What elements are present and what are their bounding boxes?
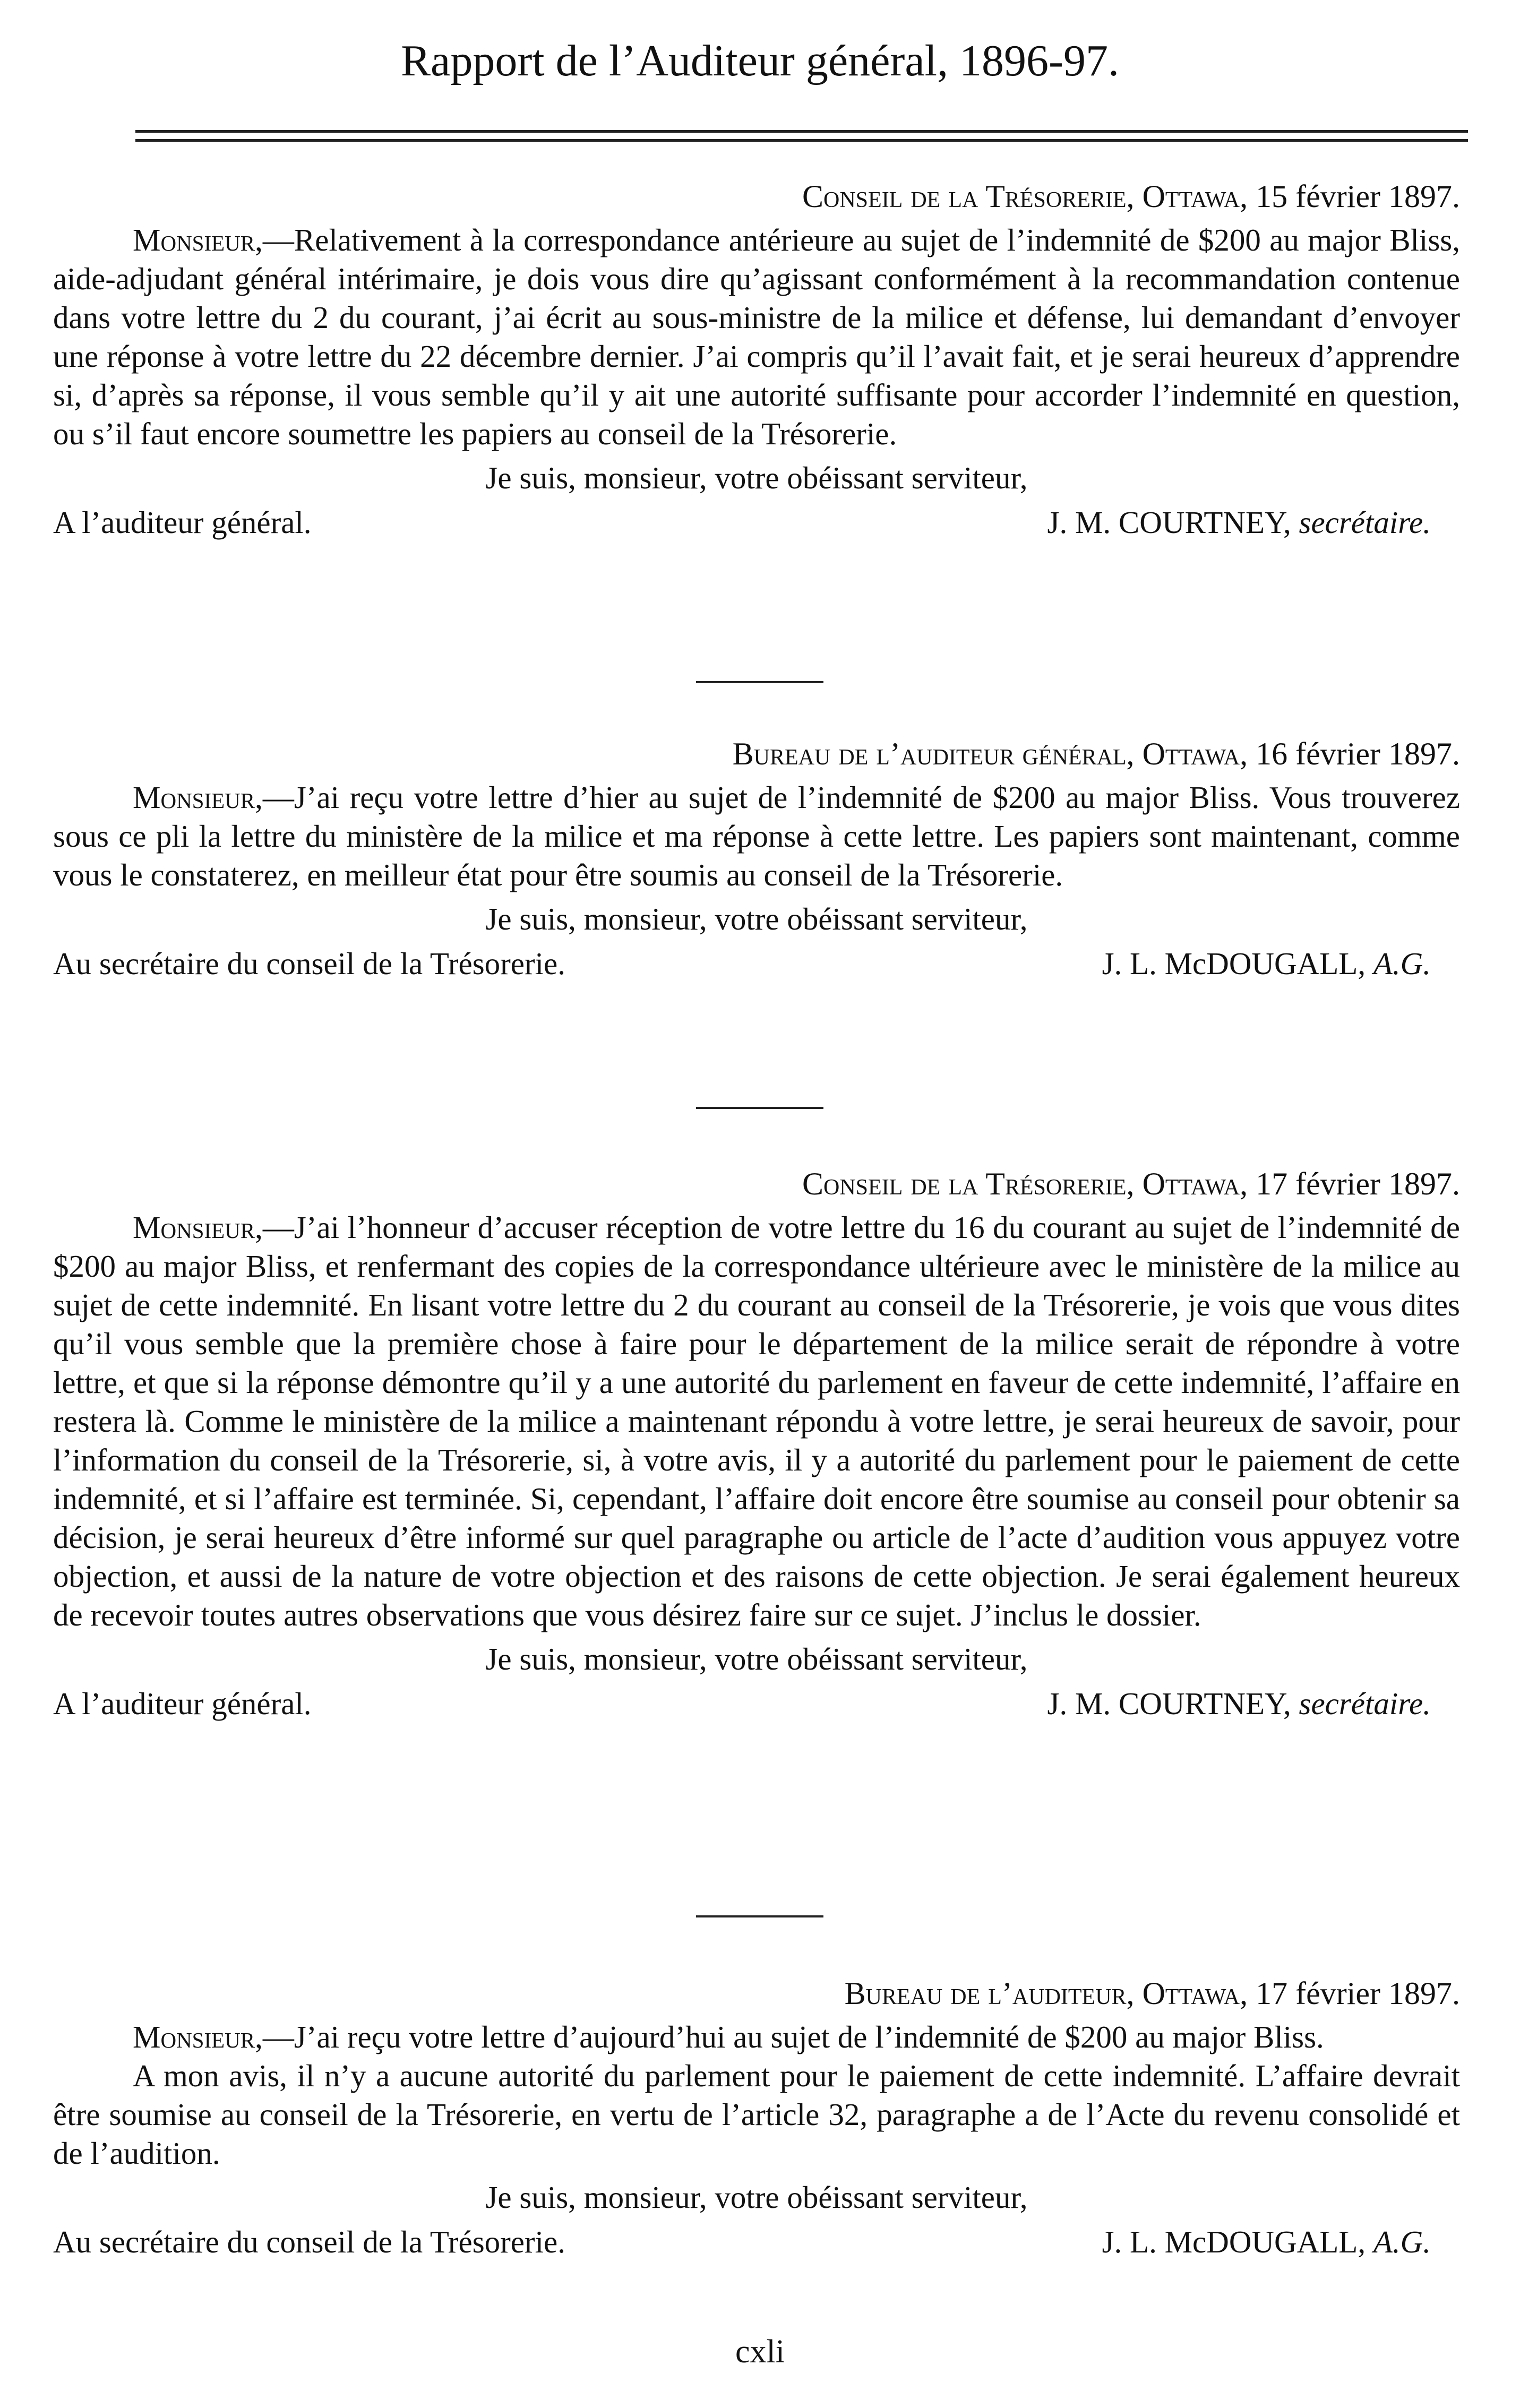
dateline-office: Conseil de la Trésorerie, xyxy=(802,1166,1135,1201)
letter-4-closing: Je suis, monsieur, votre obéissant serviteur, xyxy=(485,2180,1028,2215)
signature-title: secrétaire. xyxy=(1299,505,1431,540)
letter-3-paragraph-1 xyxy=(53,1208,1460,1635)
dateline-office: Bureau de l’auditeur général, xyxy=(732,736,1135,771)
dateline-date: 15 février 1897. xyxy=(1256,179,1460,214)
letter-4-paragraph-2: A mon avis, il n’y a aucune autorité du parlement pour le paiement de cette indemnité. L’affaire devrait être soumise au conseil de la Trésorerie, en vertu de l’article 32, paragraphe a de l’Acte du revenu consolidé et de l’audition. xyxy=(53,2058,1460,2171)
header-rule-top xyxy=(135,130,1468,133)
dateline-office: Conseil de la Trésorerie, xyxy=(802,179,1135,214)
signature xyxy=(1047,1681,1431,1726)
letter-3-closing: Je suis, monsieur, votre obéissant serviteur, xyxy=(485,1641,1028,1676)
signature-name: J. L. McDOUGALL, xyxy=(1102,2224,1366,2259)
letter-4-paragraph-1 xyxy=(53,2018,1460,2057)
signature-title: A.G. xyxy=(1373,2224,1431,2259)
page-number: cxli xyxy=(735,2334,785,2370)
signature-name: J. L. McDOUGALL, xyxy=(1102,946,1366,981)
letter-1-paragraph-1 xyxy=(53,221,1460,453)
dateline-place: Ottawa, xyxy=(1142,179,1248,214)
letter-3-dateline xyxy=(53,1163,1460,1205)
letter-1-dateline xyxy=(53,175,1460,218)
dateline-office: Bureau de l’auditeur, xyxy=(844,1976,1135,2011)
letter-4-signature-row xyxy=(53,2220,1460,2264)
page-title: Rapport de l’Auditeur général, 1896-97. xyxy=(401,36,1119,85)
paragraph-text: —J’ai l’honneur d’accuser réception de votre lettre du 16 du courant au sujet de l’indemnité de $200 au major Bliss, et renfermant des copies de la correspondance ultérieure avec le ministère de la milice au sujet de cette indemnité. En lisant votre lettre du 2 du courant au conseil de la Trésorerie, je vois que vous dites qu’il vous semble que la première chose à faire pour le département de la milice serait de répondre à votre lettre, et que si la réponse démontre qu’il y a une autorité du parlement en faveur de cette indemnité, l’affaire en restera là. Comme le ministère de la milice a maintenant répondu à votre lettre, je serai heureux de savoir, pour l’information du conseil de la Trésorerie, si, à votre avis, il y a autorité du parlement pour le paiement de cette indemnité, et si l’affaire est terminée. Si, cependant, l’affaire doit encore être soumise au conseil pour obtenir sa décision, je serai heureux d’être informé sur quel paragraphe ou article de l’acte d’audition vous appuyez votre objection, et aussi de la nature de votre objection et des raisons de cette objection. Je serai également heureux de recevoir toutes autres observations que vous désirez faire sur ce sujet. J’inclus le dossier. xyxy=(53,1210,1460,1632)
letter-4-dateline xyxy=(53,1972,1460,2015)
signature xyxy=(1047,500,1431,545)
letter-3-signature-row xyxy=(53,1681,1460,1726)
addressee: Au secrétaire du conseil de la Trésorerie. xyxy=(53,946,565,981)
addressee: Au secrétaire du conseil de la Trésorerie. xyxy=(53,2224,565,2259)
addressee: A l’auditeur général. xyxy=(53,505,312,540)
dateline-place: Ottawa, xyxy=(1142,736,1248,771)
header-rule-bottom xyxy=(135,139,1468,142)
signature xyxy=(1102,2220,1431,2264)
letter-2-dateline xyxy=(53,733,1460,775)
paragraph-text: —J’ai reçu votre lettre d’aujourd’hui au sujet de l’indemnité de $200 au major Bliss. xyxy=(262,2019,1324,2054)
salutation: Monsieur, xyxy=(133,1210,263,1245)
signature xyxy=(1102,941,1431,986)
paragraph-text: —Relativement à la correspondance antérieure au sujet de l’indemnité de $200 au major Bliss, aide-adjudant général intérimaire, je dois vous dire qu’agissant conformément à la recommandation contenue dans votre lettre du 2 du courant, j’ai écrit au sous-ministre de la milice et défense, lui demandant d’envoyer une réponse à votre lettre du 22 décembre dernier. J’ai compris qu’il l’avait fait, et je serai heureux d’apprendre si, d’après sa réponse, il vous semble qu’il y ait une autorité suffisante pour accorder l’indemnité en question, ou s’il faut encore soumettre les papiers au conseil de la Trésorerie. xyxy=(53,222,1460,451)
signature-name: J. M. COURTNEY, xyxy=(1047,505,1291,540)
separator-2 xyxy=(696,1107,823,1109)
letter-2-signature-row xyxy=(53,941,1460,986)
addressee: A l’auditeur général. xyxy=(53,1686,312,1721)
letter-1-signature-row xyxy=(53,500,1460,545)
letter-1-closing: Je suis, monsieur, votre obéissant serviteur, xyxy=(485,460,1028,495)
salutation: Monsieur, xyxy=(133,780,263,815)
signature-name: J. M. COURTNEY, xyxy=(1047,1686,1291,1721)
letter-4 xyxy=(53,1972,1460,2264)
separator-1 xyxy=(696,681,823,683)
dateline-date: 16 février 1897. xyxy=(1256,736,1460,771)
letter-2-closing: Je suis, monsieur, votre obéissant serviteur, xyxy=(485,901,1028,936)
letter-1 xyxy=(53,175,1460,545)
signature-title: A.G. xyxy=(1373,946,1431,981)
letter-2-paragraph-1 xyxy=(53,778,1460,895)
dateline-place: Ottawa, xyxy=(1142,1166,1248,1201)
paragraph-text: —J’ai reçu votre lettre d’hier au sujet de l’indemnité de $200 au major Bliss. Vous trouverez sous ce pli la lettre du ministère de la milice et ma réponse à cette lettre. Les papiers sont maintenant, comme vous le constaterez, en meilleur état pour être soumis au conseil de la Trésorerie. xyxy=(53,780,1460,892)
letter-2 xyxy=(53,733,1460,986)
salutation: Monsieur, xyxy=(133,222,263,257)
signature-title: secrétaire. xyxy=(1299,1686,1431,1721)
separator-3 xyxy=(696,1915,823,1917)
dateline-date: 17 février 1897. xyxy=(1256,1976,1460,2011)
letter-3 xyxy=(53,1163,1460,1726)
dateline-place: Ottawa, xyxy=(1142,1976,1248,2011)
dateline-date: 17 février 1897. xyxy=(1256,1166,1460,1201)
salutation: Monsieur, xyxy=(133,2019,263,2054)
